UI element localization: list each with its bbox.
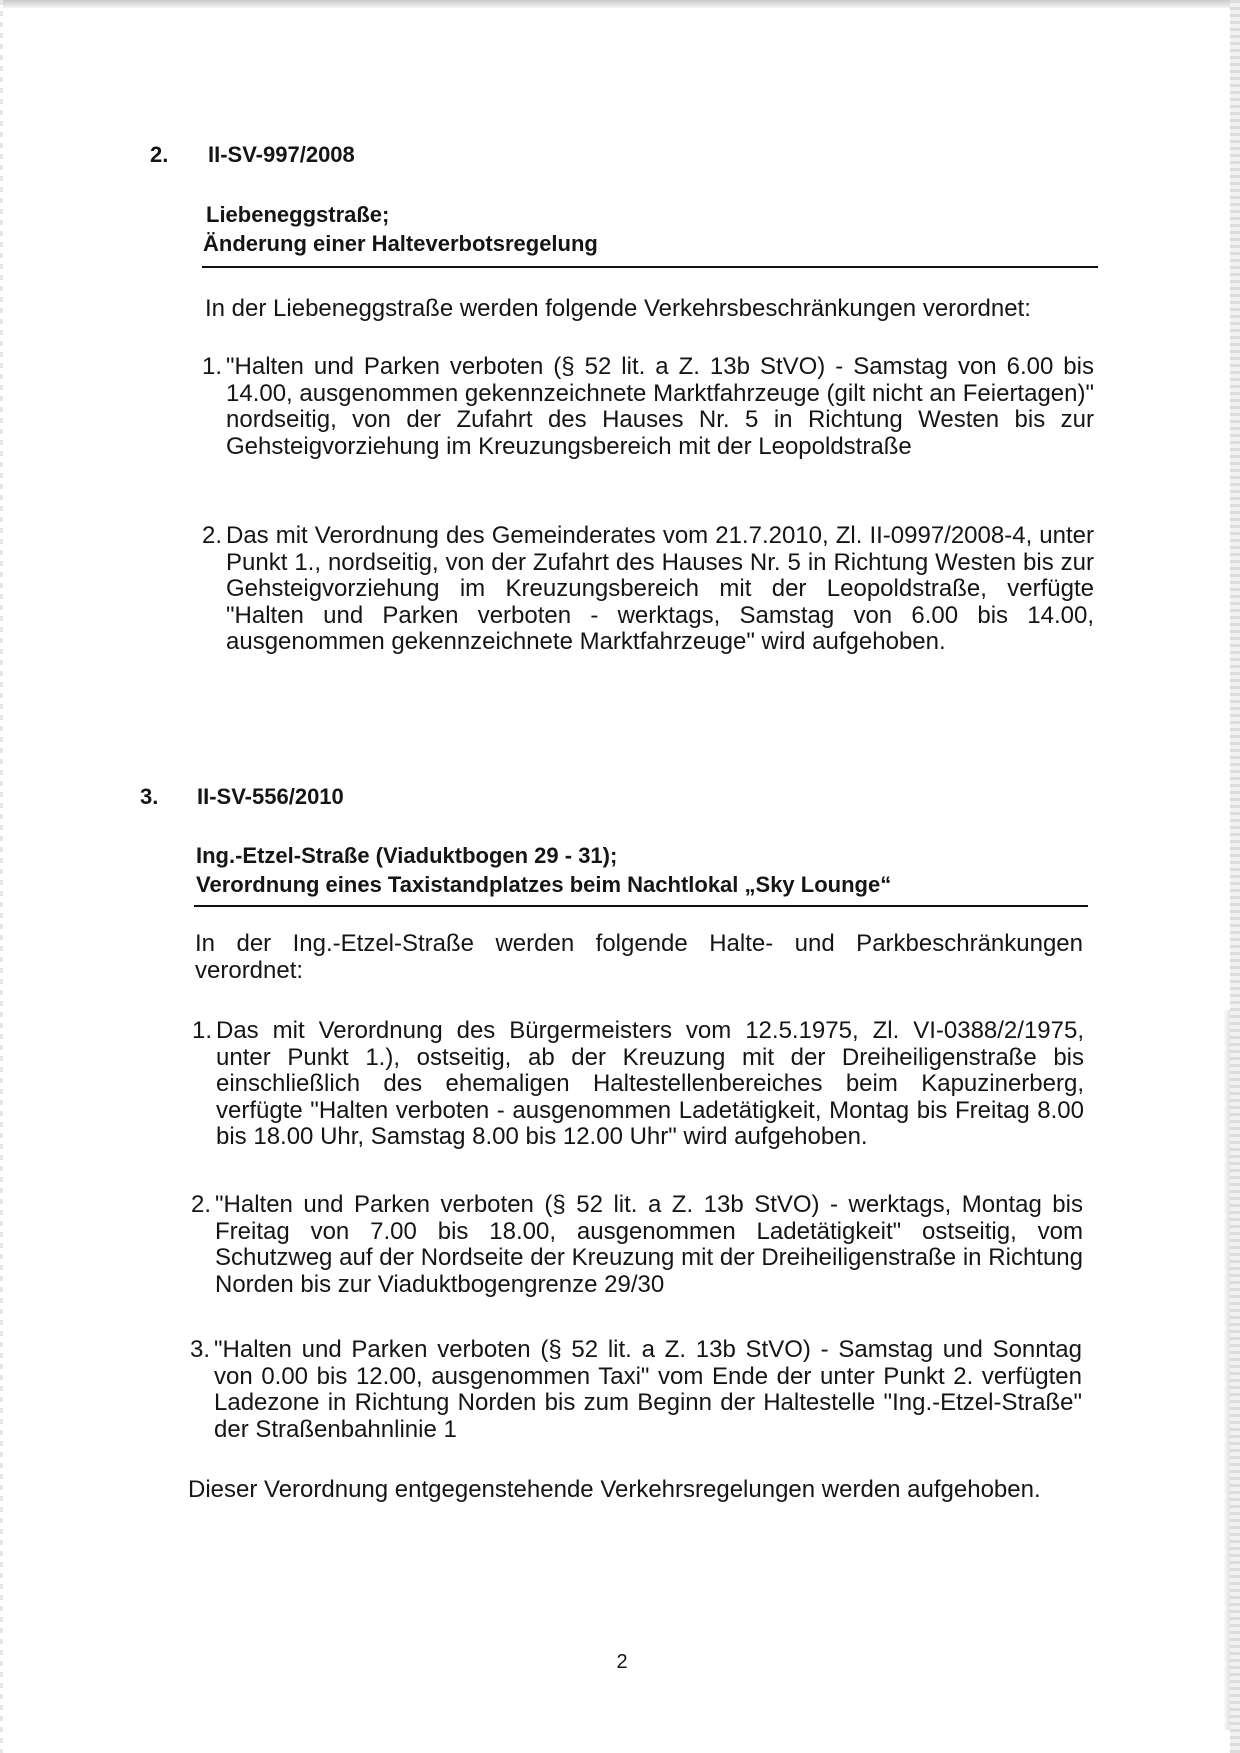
list-item-number: 2.	[202, 522, 223, 549]
scan-edge-right	[1230, 0, 1240, 1753]
list-item-text: "Halten und Parken verboten (§ 52 lit. a Z. 13b StVO) - Samstag von 6.00 bis 14.00, ausgenommen gekennzeichnete Marktfahrzeuge (gilt nicht an Feiertagen)" nordseitig, von der Zufahrt des Hauses Nr. 5 in Richtung Westen bis zur Gehsteigvorziehung im Kreuzungsbereich mit der Leopoldstraße	[226, 353, 1094, 460]
list-item	[190, 1337, 1082, 1443]
list-item-text: "Halten und Parken verboten (§ 52 lit. a Z. 13b StVO) - Samstag und Sonntag von 0.00 bis 12.00, ausgenommen Taxi" vom Ende der unter Punkt 2. verfügten Ladezone in Richtung Norden bis zum Beginn der Haltestelle "Ing.-Etzel-Straße" der Straßenbahnlinie 1	[214, 1336, 1082, 1443]
page-number: 2	[616, 1651, 628, 1673]
section-title-line2: Verordnung eines Taxistandplatzes beim Nachtlokal „Sky Lounge“	[196, 872, 892, 897]
section-number: 2.	[150, 142, 169, 167]
list-item	[202, 523, 1094, 656]
section-intro: In der Ing.-Etzel-Straße werden folgende Halte- und Parkbeschränkungen verordnet:	[195, 930, 1083, 984]
list-item	[202, 354, 1094, 460]
section-code: II-SV-556/2010	[197, 784, 344, 809]
scan-shadow-right	[1224, 1010, 1230, 1730]
section-title-line1: Ing.-Etzel-Straße (Viaduktbogen 29 - 31);	[196, 843, 618, 868]
section-code: II-SV-997/2008	[208, 142, 355, 167]
list-item	[191, 1192, 1083, 1298]
section-title-line2: Änderung einer Halteverbotsregelung	[203, 231, 598, 256]
list-item-number: 1.	[202, 353, 223, 380]
list-item-number: 3.	[190, 1336, 211, 1363]
scan-edge-left	[0, 0, 3, 1753]
section-title-line1: Liebeneggstraße;	[206, 202, 390, 227]
section-closing: Dieser Verordnung entgegenstehende Verkehrsregelungen werden aufgehoben.	[188, 1476, 1041, 1503]
title-underline	[194, 905, 1088, 907]
list-item	[192, 1018, 1084, 1151]
section-number: 3.	[140, 784, 159, 809]
section-intro: In der Liebeneggstraße werden folgende Verkehrsbeschränkungen verordnet:	[205, 295, 1031, 322]
list-item-number: 1.	[192, 1017, 213, 1044]
list-item-text: "Halten und Parken verboten (§ 52 lit. a Z. 13b StVO) - werktags, Montag bis Freitag von 7.00 bis 18.00, ausgenommen Ladetätigkeit" ostseitig, vom Schutzweg auf der Nordseite der Kreuzung mit der Dreiheiligenstraße in Richtung Norden bis zur Viaduktbogengrenze 29/30	[215, 1191, 1083, 1298]
list-item-number: 2.	[191, 1191, 212, 1218]
title-underline	[202, 266, 1098, 268]
scan-edge-top	[0, 0, 1240, 8]
list-item-text: Das mit Verordnung des Gemeinderates vom 21.7.2010, Zl. II-0997/2008-4, unter Punkt 1., nordseitig, von der Zufahrt des Hauses Nr. 5 in Richtung Westen bis zur Gehsteigvorziehung im Kreuzungsbereich mit der Leopoldstraße, verfügte "Halten und Parken verboten - werktags, Samstag von 6.00 bis 14.00, ausgenommen gekennzeichnete Marktfahrzeuge" wird aufgehoben.	[226, 522, 1094, 655]
list-item-text: Das mit Verordnung des Bürgermeisters vom 12.5.1975, Zl. VI-0388/2/1975, unter Punkt 1.), ostseitig, ab der Kreuzung mit der Dreiheiligenstraße bis einschließlich des ehemaligen Haltestellenbereiches beim Kapuzinerberg, verfügte "Halten verboten - ausgenommen Ladetätigkeit, Montag bis Freitag 8.00 bis 18.00 Uhr, Samstag 8.00 bis 12.00 Uhr" wird aufgehoben.	[216, 1017, 1084, 1150]
